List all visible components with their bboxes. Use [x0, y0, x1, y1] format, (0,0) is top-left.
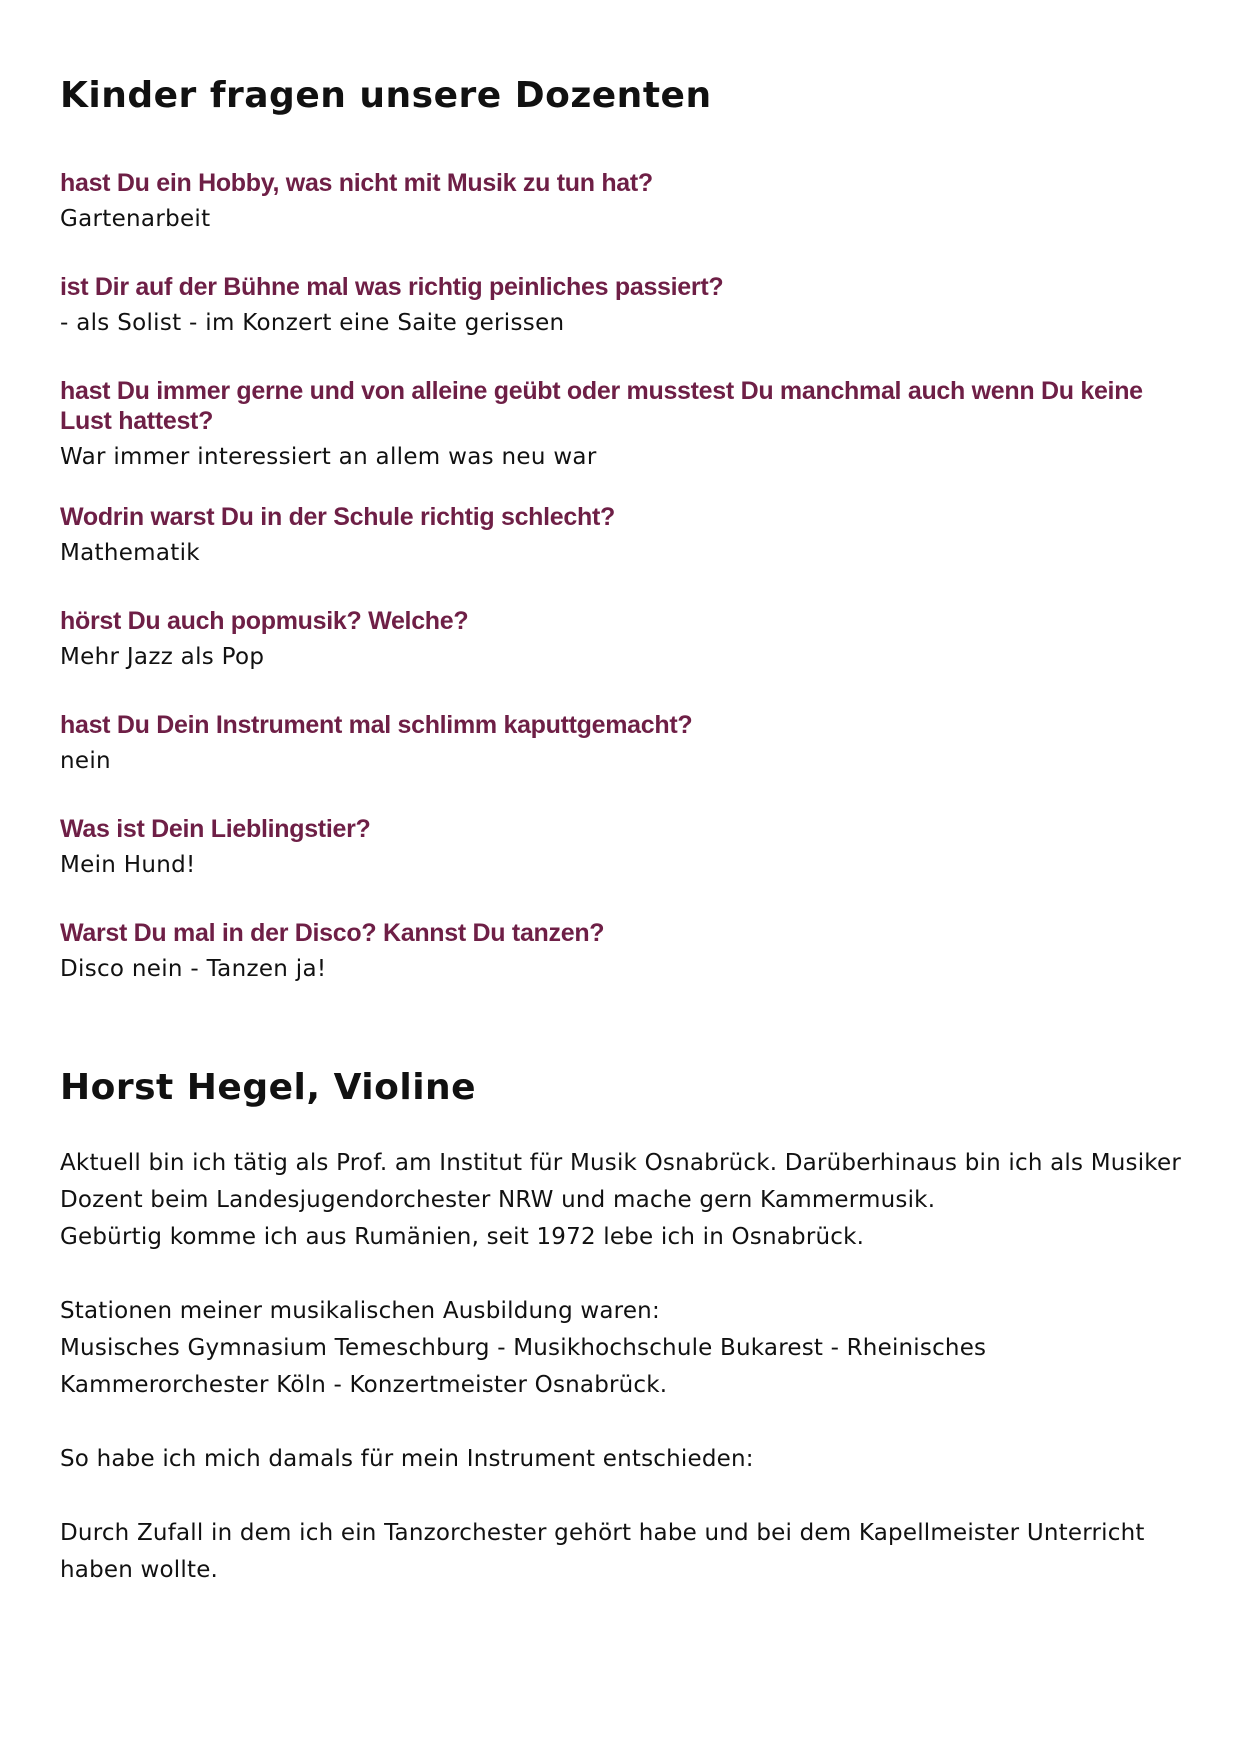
answer: Mein Hund!: [60, 852, 196, 878]
qa-item: [60, 710, 1180, 776]
answer: Mathematik: [60, 540, 200, 566]
qa-item: [60, 272, 1180, 338]
stations-text: Musisches Gymnasium Temeschburg - Musikhochschule Bukarest - Rheinisches Kammerorchester Köln - Konzertmeister Osnabrück.: [60, 1335, 987, 1398]
stations-paragraph: [60, 1293, 1190, 1404]
question: Was ist Dein Lieblingstier?: [60, 815, 371, 843]
question: ist Dir auf der Bühne mal was richtig peinliches passiert?: [60, 273, 724, 301]
question: hörst Du auch popmusik? Welche?: [60, 607, 469, 635]
page-title: Kinder fragen unsere Dozenten: [60, 75, 712, 116]
qa-item: [60, 168, 1180, 234]
choice-paragraph: [60, 1515, 1190, 1589]
question: hast Du Dein Instrument mal schlimm kaputtgemacht?: [60, 711, 693, 739]
answer: Disco nein - Tanzen ja!: [60, 956, 327, 982]
question: Wodrin warst Du in der Schule richtig schlecht?: [60, 503, 615, 531]
answer: nein: [60, 748, 111, 774]
qa-item: [60, 814, 1180, 880]
answer: Mehr Jazz als Pop: [60, 644, 265, 670]
choice-intro-paragraph: [60, 1441, 1190, 1478]
qa-item: [60, 502, 1180, 568]
bio-text: Gebürtig komme ich aus Rumänien, seit 1972 lebe ich in Osnabrück.: [60, 1224, 865, 1250]
answer: Gartenarbeit: [60, 206, 211, 232]
bio-text: Aktuell bin ich tätig als Prof. am Institut für Musik Osnabrück. Darüberhinaus bin ich als Musiker Dozent beim Landesjugendorchester NRW und mache gern Kammermusik.: [60, 1150, 1181, 1213]
choice-text: Durch Zufall in dem ich ein Tanzorchester gehört habe und bei dem Kapellmeister Unterricht haben wollte.: [60, 1520, 1145, 1583]
question: Warst Du mal in der Disco? Kannst Du tanzen?: [60, 919, 605, 947]
bio-paragraph: [60, 1145, 1190, 1256]
choice-intro: So habe ich mich damals für mein Instrument entschieden:: [60, 1446, 754, 1472]
answer: War immer interessiert an allem was neu war: [60, 444, 597, 470]
qa-item: [60, 918, 1180, 984]
answer: - als Solist - im Konzert eine Saite gerissen: [60, 310, 565, 336]
qa-item: [60, 606, 1180, 672]
stations-intro: Stationen meiner musikalischen Ausbildung waren:: [60, 1298, 660, 1324]
question: hast Du ein Hobby, was nicht mit Musik zu tun hat?: [60, 169, 653, 197]
question: hast Du immer gerne und von alleine geübt oder musstest Du manchmal auch wenn Du keine Lust hattest?: [60, 377, 1143, 435]
qa-item: [60, 376, 1180, 472]
person-heading: Horst Hegel, Violine: [60, 1067, 477, 1108]
